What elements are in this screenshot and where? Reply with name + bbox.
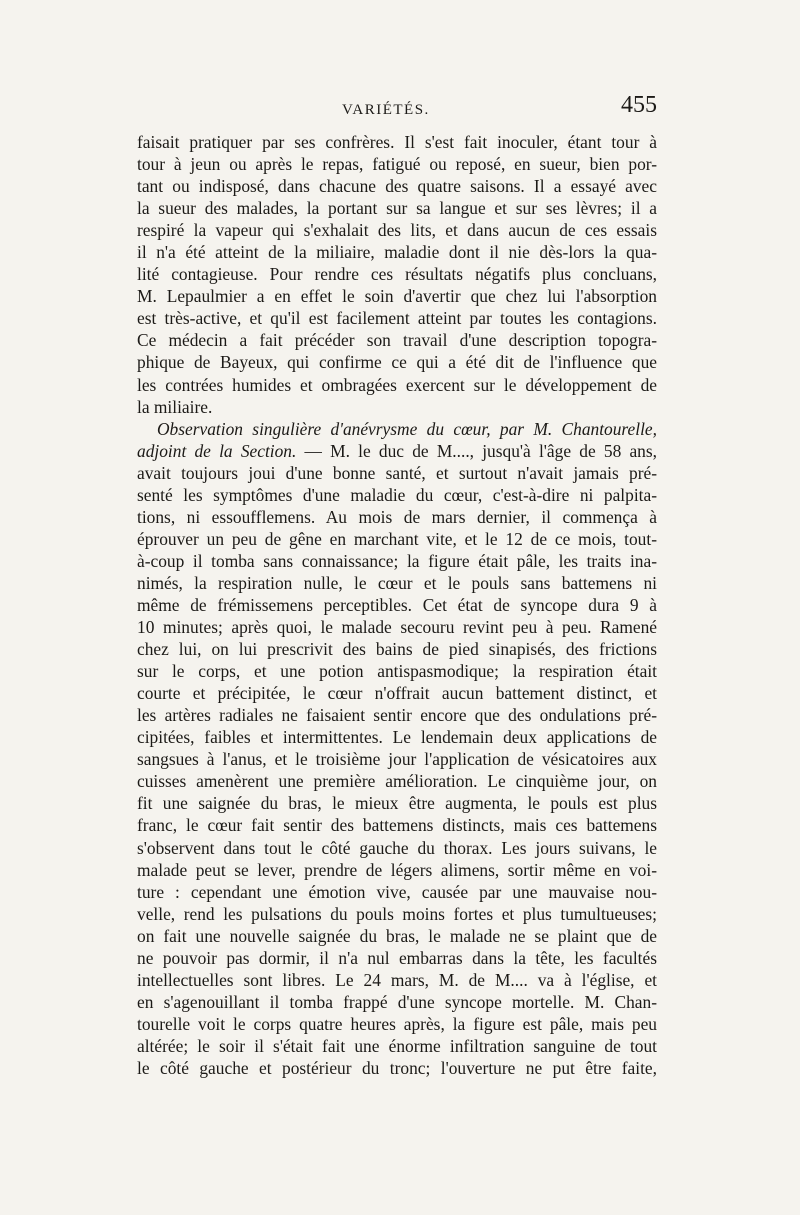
text-line: intellectuelles sont libres. Le 24 mars, M. de M.... va à l'église, et <box>137 969 657 990</box>
text-line: à-coup il tomba sans connaissance; la figure était pâle, les traits ina- <box>137 550 657 571</box>
text-line: cuisses amenèrent une première amélioration. Le cinquième jour, on <box>137 771 657 792</box>
text-line: lité contagieuse. Pour rendre ces résultats négatifs plus concluans, <box>137 264 657 285</box>
section-label: adjoint de la Section. <box>137 440 297 461</box>
page-header <box>137 92 657 128</box>
text-line: cipitées, faibles et intermittentes. Le lendemain deux applications de <box>137 727 657 748</box>
text-line: on fait une nouvelle saignée du bras, le malade ne se plaint que de <box>137 925 657 946</box>
observation-title: Observation singulière d'anévrysme du cœur, par M. Chantourelle, <box>157 418 657 439</box>
text-line: nimés, la respiration nulle, le cœur et le pouls sans battemens ni <box>137 572 657 593</box>
text-line: tions, ni essoufflemens. Au mois de mars dernier, il commença à <box>137 506 657 527</box>
text-line: Ce médecin a fait précéder son travail d'une description topogra- <box>137 330 657 351</box>
body-text <box>137 131 657 1079</box>
text-line: senté les symptômes d'une maladie du cœur, c'est-à-dire ni palpita- <box>137 484 657 505</box>
text-line: ture : cependant une émotion vive, causée par une mauvaise nou- <box>137 881 657 902</box>
text-line: éprouver un peu de gêne en marchant vite, et le 12 de ce mois, tout- <box>137 528 657 549</box>
text-line: respiré la vapeur qui s'exhalait des lits, et dans aucun de ces essais <box>137 220 657 241</box>
text-line: altérée; le soir il s'était fait une énorme infiltration sanguine de tout <box>137 1035 657 1056</box>
paragraph-miliaire <box>137 131 657 418</box>
text-line: faisait pratiquer par ses confrères. Il s'est fait inoculer, étant tour à <box>137 132 657 152</box>
text-line <box>137 440 657 462</box>
page-number: 455 <box>621 92 657 118</box>
paragraph-anevrysme <box>137 418 657 1079</box>
text-line: 10 minutes; après quoi, le malade secouru revint peu à peu. Ramené <box>137 617 657 638</box>
text-line: il n'a été atteint de la miliaire, maladie dont il nie dès-lors la qua- <box>137 242 657 263</box>
text-line: phique de Bayeux, qui confirme ce qui a été dit de l'influence que <box>137 352 657 373</box>
text-line: sur le corps, et une potion antispasmodique; la respiration était <box>137 661 657 682</box>
text-line: sangsues à l'anus, et le troisième jour l'application de vésicatoires aux <box>137 749 657 770</box>
text-line: avait toujours joui d'une bonne santé, et surtout n'avait jamais pré- <box>137 462 657 483</box>
text-line: la miliaire. <box>137 396 213 417</box>
text-line: malade peut se lever, prendre de légers alimens, sortir même en voi- <box>137 859 657 880</box>
text-line: tour à jeun ou après le repas, fatigué ou reposé, en sueur, bien por- <box>137 154 657 175</box>
text-line: la sueur des malades, la portant sur sa langue et sur ses lèvres; il a <box>137 198 657 219</box>
text-line: est très-active, et qu'il est facilement atteint par toutes les contagions. <box>137 308 657 329</box>
text-line: tourelle voit le corps quatre heures après, la figure est pâle, mais peu <box>137 1013 657 1034</box>
text-line: fit une saignée du bras, le mieux être augmenta, le pouls est plus <box>137 793 657 814</box>
text-line: en s'agenouillant il tomba frappé d'une syncope mortelle. M. Chan- <box>137 991 657 1012</box>
text-run: — M. le duc de M...., jusqu'à l'âge de 58 ans, <box>296 440 657 461</box>
text-line: M. Lepaulmier a en effet le soin d'avertir que chez lui l'absorption <box>137 286 657 307</box>
text-line: les contrées humides et ombragées exercent sur le développement de <box>137 374 657 395</box>
text-line: même de frémissemens perceptibles. Cet état de syncope dura 9 à <box>137 594 657 615</box>
text-line: chez lui, on lui prescrivit des bains de pied sinapisés, des frictions <box>137 639 657 660</box>
running-head: VARIÉTÉS. <box>342 102 430 118</box>
text-line: le côté gauche et postérieur du tronc; l'ouverture ne put être faite, <box>137 1057 657 1078</box>
text-line: franc, le cœur fait sentir des battemens distincts, mais ces battemens <box>137 815 657 836</box>
text-line: velle, rend les pulsations du pouls moins fortes et plus tumultueuses; <box>137 903 657 924</box>
text-line: les artères radiales ne faisaient sentir encore que des ondulations pré- <box>137 705 657 726</box>
text-line: courte et précipitée, le cœur n'offrait aucun battement distinct, et <box>137 683 657 704</box>
text-line: tant ou indisposé, dans chacune des quatre saisons. Il a essayé avec <box>137 176 657 197</box>
text-line: ne pouvoir pas dormir, il n'a nul embarras dans la tête, les facultés <box>137 947 657 968</box>
text-line: s'observent dans tout le côté gauche du thorax. Les jours suivans, le <box>137 837 657 858</box>
